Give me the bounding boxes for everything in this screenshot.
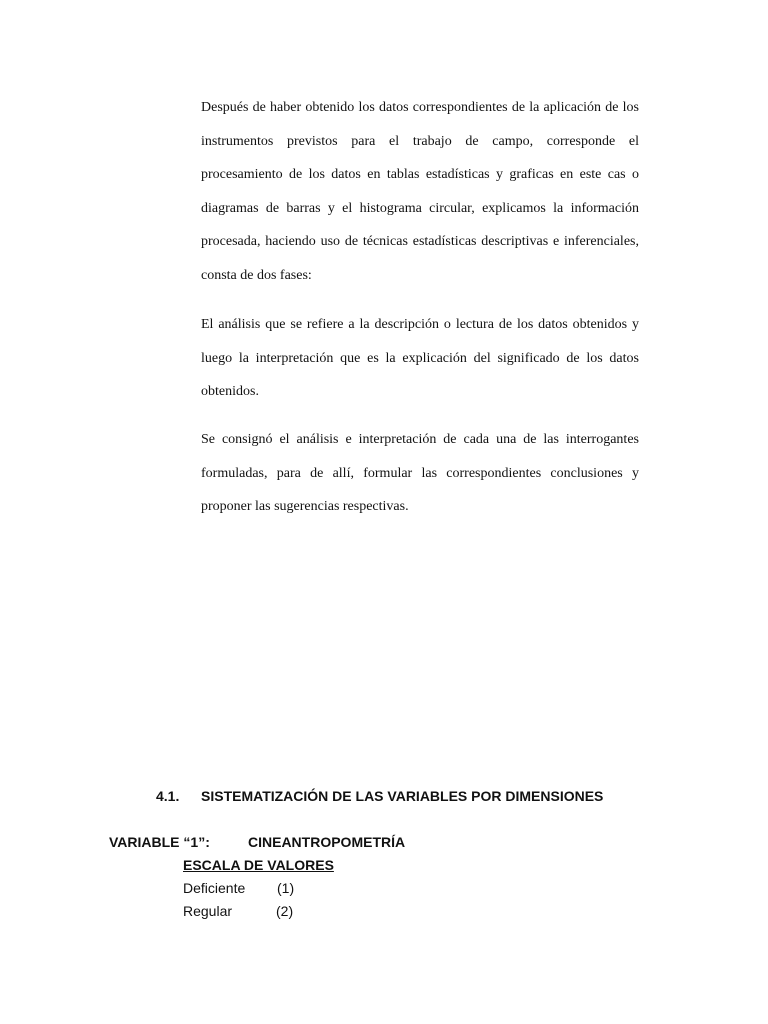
scale-item-code: (2) bbox=[276, 903, 294, 919]
scale-item-code: (1) bbox=[277, 880, 295, 896]
intro-paragraph-1: Después de haber obtenido los datos correspondientes de la aplicación de los instrumentos previstos para el trabajo de campo, corresponde el procesamiento de los datos en tablas estadísticas y graficas en este cas o diagramas de barras y el histograma circular, explicamos la información procesada, haciendo uso de técnicas estadísticas descriptivas e inferenciales, consta de dos fases: bbox=[201, 100, 639, 283]
scale-item-label: Deficiente bbox=[183, 880, 246, 896]
section-title: SISTEMATIZACIÓN DE LAS VARIABLES POR DIMENSIONES bbox=[201, 788, 604, 804]
variable-name: CINEANTROPOMETRÍA bbox=[248, 834, 406, 850]
scale-item-label: Regular bbox=[183, 903, 233, 919]
scale-heading: ESCALA DE VALORES bbox=[183, 857, 334, 873]
intro-paragraph-2: El análisis que se refiere a la descripción o lectura de los datos obtenidos y luego la interpretación que es la explicación del significado de los datos obtenidos. bbox=[201, 317, 639, 400]
section-number: 4.1. bbox=[156, 788, 180, 804]
variable-label: VARIABLE “1”: bbox=[109, 834, 210, 850]
intro-paragraph-3: Se consignó el análisis e interpretación de cada una de las interrogantes formuladas, para de allí, formular las correspondientes conclusiones y proponer las sugerencias respectivas. bbox=[201, 432, 639, 515]
